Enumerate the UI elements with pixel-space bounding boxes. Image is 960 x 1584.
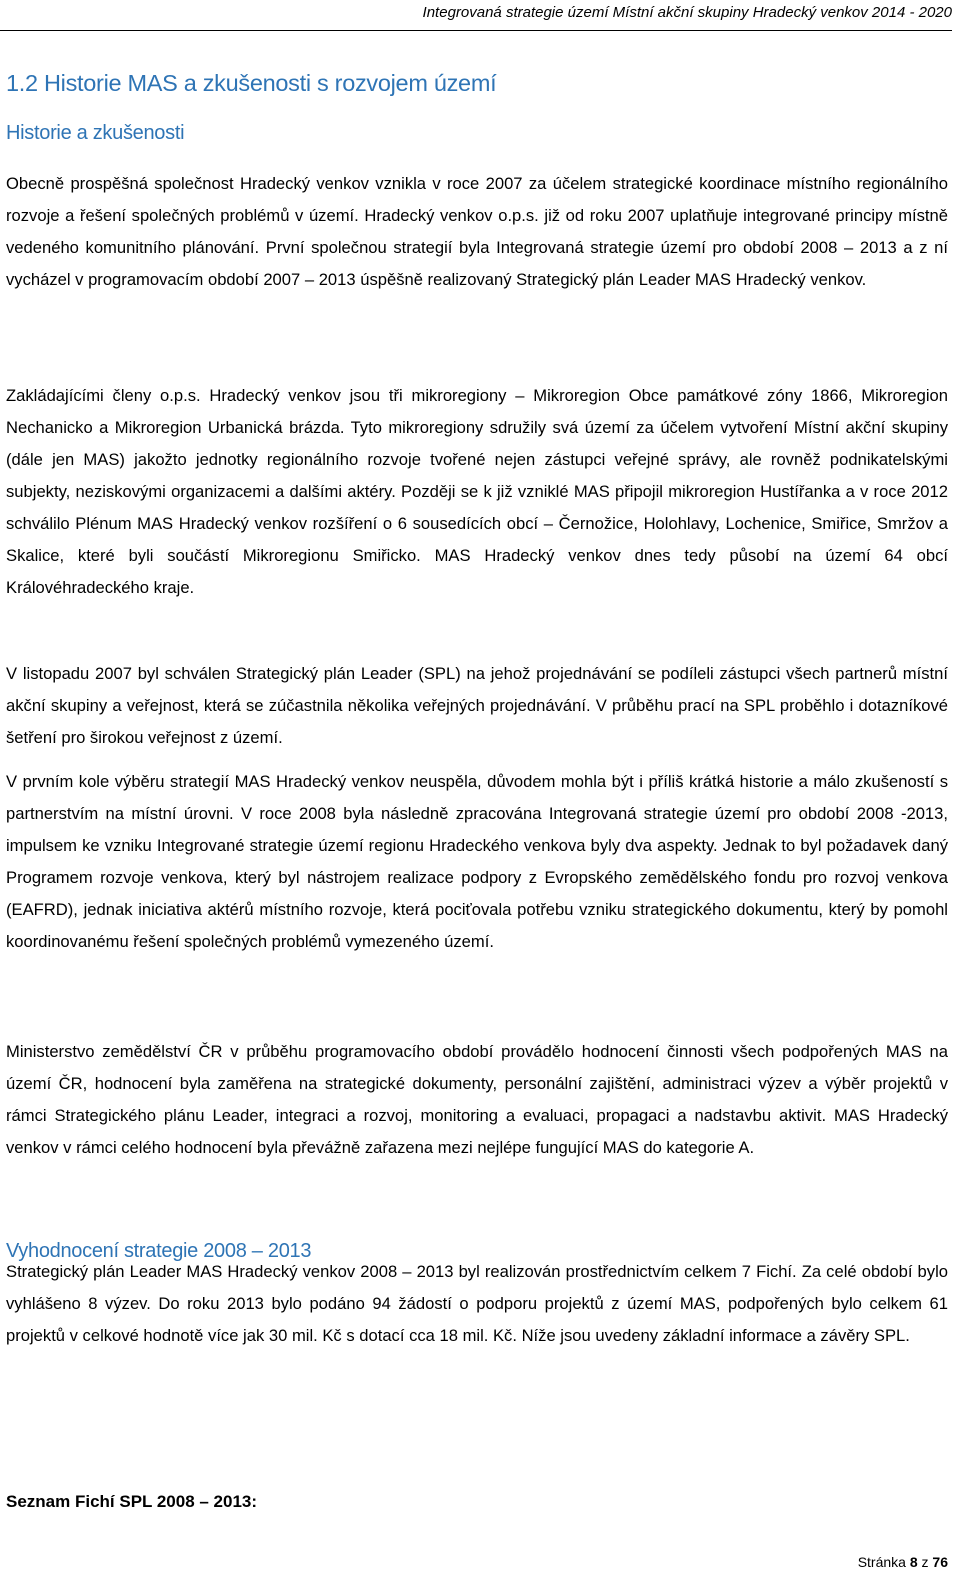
paragraph: Obecně prospěšná společnost Hradecký venkov vznikla v roce 2007 za účelem strategické koordinace místního regionálního rozvoje a řešení společných problémů v území. Hradecký venkov o.p.s. již od roku 2007 uplatňuje integrované principy místně vedeného komunitního plánování. První společnou strategií byla Integrovaná strategie území pro období 2008 – 2013 a z ní vycházel v programovacím období 2007 – 2013 úspěšně realizovaný Strategický plán Leader MAS Hradecký venkov. bbox=[6, 174, 948, 289]
paragraph: Zakládajícími členy o.p.s. Hradecký venkov jsou tři mikroregiony – Mikroregion Obce památkové zóny 1866, Mikroregion Nechanicko a Mikroregion Urbanická brázda. Tyto mikroregiony sdružily svá území za účelem vytvoření Místní akční skupiny (dále jen MAS) jakožto jednotky regionálního rozvoje tvořené nejen zástupci veřejné správy, ale rovněž podnikatelskými subjekty, neziskovými organizacemi a dalšími aktéry. Později se k již vzniklé MAS připojil mikroregion Hustířanka a v roce 2012 schválilo Plénum MAS Hradecký venkov rozšíření o 6 sousedících obcí – Černožice, Holohlavy, Lochenice, Smiřice, Smržov a Skalice, které byli součástí Mikroregionu Smiřicko. MAS Hradecký venkov dnes tedy působí na území 64 obcí Královéhradeckého kraje. bbox=[6, 386, 948, 597]
paragraph: Ministerstvo zemědělství ČR v průběhu programovacího období provádělo hodnocení činnosti všech podpořených MAS na území ČR, hodnocení byla zaměřena na strategické dokumenty, personální zajištění, administraci výzev a výběr projektů v rámci Strategického plánu Leader, integraci a rozvoj, monitoring a evaluaci, propagaci a nadstavbu aktivit. MAS Hradecký venkov v rámci celého hodnocení byla převážně zařazena mezi nejlépe fungující MAS do kategorie A. bbox=[6, 1042, 948, 1157]
page-number bbox=[858, 1554, 948, 1570]
paragraph: V prvním kole výběru strategií MAS Hradecký venkov neuspěla, důvodem mohla být i příliš krátká historie a málo zkušeností s partnerstvím na místní úrovni. V roce 2008 byla následně zpracována Integrovaná strategie území pro období 2008 -2013, impulsem ke vzniku Integrované strategie území regionu Hradeckého venkova byly dva aspekty. Jednak to byl požadavek daný Programem rozvoje venkova, který byl nástrojem realizace podpory z Evropského zemědělského fondu pro rozvoj venkova (EAFRD), jednak iniciativa aktérů místního rozvoje, která pociťovala potřebu vzniku strategického dokumentu, který by pomohl koordinovanému řešení společných problémů vymezeného území. bbox=[6, 772, 948, 951]
list-heading: Seznam Fichí SPL 2008 – 2013: bbox=[6, 1492, 258, 1511]
section-heading: 1.2 Historie MAS a zkušenosti s rozvojem území bbox=[6, 70, 497, 96]
page-separator: z bbox=[921, 1554, 929, 1570]
subsection-heading-history: Historie a zkušenosti bbox=[6, 122, 185, 144]
paragraph: Strategický plán Leader MAS Hradecký venkov 2008 – 2013 byl realizován prostřednictvím celkem 7 Fichí. Za celé období bylo vyhlášeno 8 výzev. Do roku 2013 bylo podáno 94 žádostí o podporu projektů z území MAS, podpořených bylo celkem 61 projektů v celkové hodnotě více jak 30 mil. Kč s dotací cca 18 mil. Kč. Níže jsou uvedeny základní informace a závěry SPL. bbox=[6, 1262, 948, 1345]
page-label: Stránka bbox=[857, 1554, 906, 1570]
current-page: 8 bbox=[909, 1554, 918, 1570]
paragraph: V listopadu 2007 byl schválen Strategický plán Leader (SPL) na jehož projednávání se podíleli zástupci všech partnerů místní akční skupiny a veřejnost, která se zúčastnila několika veřejných projednávání. V průběhu prací na SPL proběhlo i dotazníkové šetření pro širokou veřejnost z území. bbox=[6, 664, 948, 747]
running-header: Integrovaná strategie území Místní akční skupiny Hradecký venkov 2014 - 2020 bbox=[0, 0, 952, 31]
subsection-heading-evaluation: Vyhodnocení strategie 2008 – 2013 bbox=[6, 1240, 312, 1262]
total-pages: 76 bbox=[932, 1554, 948, 1570]
